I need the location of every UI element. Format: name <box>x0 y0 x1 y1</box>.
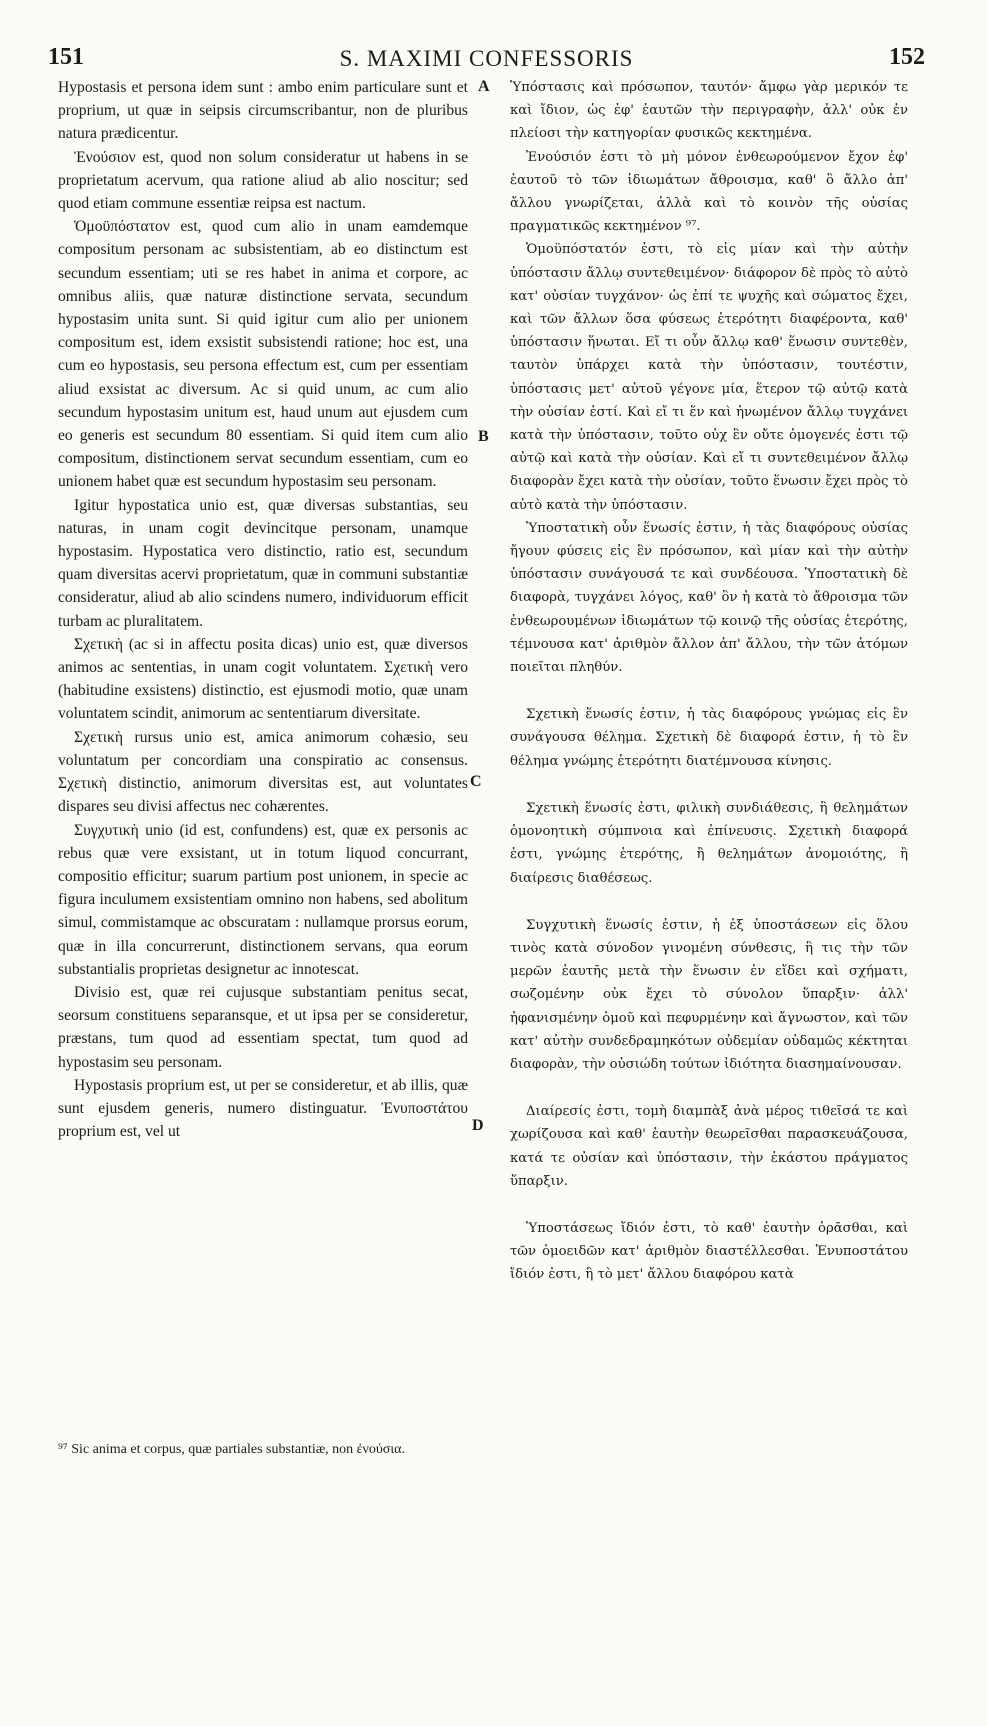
greek-paragraph: Διαίρεσίς ἐστι, τομὴ διαμπὰξ ἀνὰ μέρος τιθεῖσά τε καὶ χωρίζουσα καὶ καθ' ἑαυτὴν θεωρεῖσθαι παρασκευάζουσα, κατά τε οὐσίαν καὶ ὑπόστασιν, τὴν ἑκάστου πράγματος ὕπαρξιν. <box>510 1104 908 1189</box>
latin-paragraph: Hypostasis proprium est, ut per se consideretur, et ab illis, quæ sunt ejusdem generis, numero distinguatur. Ἐνυποστάτου proprium est, vel ut <box>58 1076 468 1141</box>
section-marker-c: C <box>470 773 482 790</box>
footnote: ⁹⁷ Sic anima et corpus, quæ partiales substantiæ, non ἐνούσια. <box>58 1442 405 1457</box>
greek-paragraph: Συγχυτικὴ ἕνωσίς ἐστιν, ἡ ἐξ ὑποστάσεων εἰς ὅλου τινὸς κατὰ σύνοδον γινομένη σύνθεσις, ἣ τις τὴν τῶν μερῶν ἑαυτῆς μετὰ τὴν ἕνωσιν ἐν εἴδει καὶ σχήματι, σωζομένην οὐκ ἔχει τὸ σύνολον ὕπαρξιν· ἀλλ' ἠφανισμένην ὁμοῦ καὶ πεφυρμένην καὶ ἄγνωστον, καὶ τῶν κατ' αὐτὴν συνδεδραμηκότων οὐδεμίαν οὐδαμῶς κέκτηται διαφορὰν, τὴν οὐσιώδη τούτων ἰδιότητα διασημαίνουσαν. <box>510 917 908 1072</box>
greek-paragraph: Ὑπόστασις καὶ πρόσωπον, ταυτόν· ἄμφω γὰρ μερικόν τε καὶ ἴδιον, ὡς ἐφ' ἑαυτῶν τὴν περιγραφὴν, ἀλλ' οὐκ ἐν πλείοσι τὴν κατηγορίαν φυσικῶς κεκτημένα. <box>510 80 908 142</box>
greek-paragraph: Ὑποστατικὴ οὖν ἕνωσίς ἐστιν, ἡ τὰς διαφόρους οὐσίας ἤγουν φύσεις εἰς ἓν πρόσωπον, καὶ μίαν καὶ τὴν αὐτὴν ὑπόστασιν συνάγουσά τε καὶ συνδέουσα. Ὑποστατικὴ δὲ διαφορὰ, τυγχάνει λόγος, καθ' ὃν ἡ κατὰ τὸ ἄθροισμα τῶν ἐνθεωρουμένων ἰδιωμάτων τῷ κοινῷ τῆς οὐσίας ἑτερότης, τέμνουσα κατ' ἀριθμὸν ἄλλον ἀπ' ἄλλου, τὴν τῶν ἀτόμων ποιεῖται πληθύν. <box>510 520 908 676</box>
paragraph-gap <box>510 1076 908 1100</box>
latin-paragraph: Hypostasis et persona idem sunt : ambo enim particulare sunt et proprium, ut quæ in seipsis circumscribantur, non de pluribus natura prædicentur. <box>58 79 468 143</box>
section-marker-b: B <box>478 428 489 445</box>
paragraph-gap <box>510 679 908 703</box>
page-number-right: 152 <box>889 44 925 70</box>
greek-paragraph: Ὑποστάσεως ἴδιόν ἐστι, τὸ καθ' ἑαυτὴν ὁρᾶσθαι, καὶ τῶν ὁμοειδῶν κατ' ἀριθμὸν διαστέλλεσθαι. Ἐνυποστάτου ἴδιόν ἐστι, ἢ τὸ μετ' ἄλλου διαφόρου κατὰ <box>510 1220 908 1283</box>
latin-paragraph: Σχετικὴ rursus unio est, amica animorum cohæsio, seu voluntatum per concordiam una conspiratio ac consensus. Σχετικὴ distinctio, animorum diversitas est, aut voluntates dispares seu divisi affectus nec cohærentes. <box>58 728 468 816</box>
greek-paragraph: Ἐνούσιόν ἐστι τὸ μὴ μόνον ἐνθεωρούμενον ἔχον ἐφ' ἑαυτοῦ τὸ τῶν ἰδιωμάτων ἄθροισμα, καθ' ὃ ἄλλο ἀπ' ἄλλου γνωρίζεται, ἀλλὰ καὶ τὸ κοινὸν τῆς οὐσίας πραγματικῶς κεκτημένον ⁹⁷. <box>510 149 908 235</box>
paragraph-gap <box>510 773 908 797</box>
greek-paragraph: Σχετικὴ ἕνωσίς ἐστι, φιλικὴ συνδιάθεσις, ἢ θελημάτων ὁμονοητικὴ σύμπνοια καὶ ἐπίνευσις. Σχετικὴ διαφορά ἐστι, γνώμης ἑτερότης, ἢ θελημάτων ἀνομοιότης, ἢ διαίρεσις διαθέσεως. <box>510 800 908 886</box>
section-marker-a: A <box>478 78 490 95</box>
latin-paragraph: Igitur hypostatica unio est, quæ diversas substantias, seu naturas, in unam cogit devincitque personam, unamque hypostasim. Hypostatica vero distinctio, ratio est, secundum quam diversitas acervi proprietatum, quæ in communi substantiæ consideratur, aliud ab alio scindens numero, individuorum efficit turbam ac pluralitatem. <box>58 496 468 630</box>
latin-paragraph: Ὁμοϋπόστατον est, quod cum alio in unam eamdemque compositum personam ac subsistentiam, ab eo distinctum est secundum essentiam; uti se res habet in anima et corpore, ac omnibus aliis, quæ naturæ distinctione servata, secundum hypostasim unita sunt. Si quid igitur cum alio per unionem compositum est, idem exsistit subsistendi ratione; hoc est, una cum eo hypostasis, seu persona effectum est, cum per essentiam aliud exsistat ac diversum. Ac si quid unum, ac cum alio secundum hypostasim unitum est, haud unum aut ejusdem cum eo generis est secundum 80 essentiam. Si quid item cum alio compositum, distinctionem servat secundum essentiam, cum eo unionem habet quæ est secundum hypostasim seu personam. <box>58 218 468 491</box>
paragraph-gap <box>510 890 908 914</box>
page-header <box>48 44 925 78</box>
latin-paragraph: Σχετικὴ (ac si in affectu posita dicas) unio est, quæ diversos animos ac sententias, in unam cogit voluntatem. Σχετικὴ vero (habitudine exsistens) distinctio, est ejusmodi motio, quæ unam voluntatem scindit, animorum ac sententiarum diversitate. <box>58 635 468 723</box>
greek-paragraph: Σχετικὴ ἕνωσίς ἐστιν, ἡ τὰς διαφόρους γνώμας εἰς ἓν συνάγουσα θέλημα. Σχετικὴ δὲ διαφορά ἐστιν, ἡ τὸ ἓν θέλημα γνώμης ἑτερότητι διατέμνουσα κίνησις. <box>510 707 908 769</box>
greek-column <box>510 76 908 1726</box>
latin-paragraph: Ἐνούσιον est, quod non solum consideratur ut habens in se proprietatum acervum, qua ratione aliud ab alio noscitur; sed quod etiam commune essentiæ reipsa est nactum. <box>58 148 468 213</box>
running-title: S. MAXIMI CONFESSORIS <box>339 46 634 71</box>
latin-column <box>58 76 468 1726</box>
section-marker-d: D <box>472 1117 484 1134</box>
greek-paragraph: Ὁμοϋπόστατόν ἐστι, τὸ εἰς μίαν καὶ τὴν αὐτὴν ὑπόστασιν ἄλλῳ συντεθειμένον· διάφορον δὲ πρὸς τὸ αὐτὸ κατ' οὐσίαν τυγχάνον· ὡς ἐπί τε ψυχῆς καὶ σώματος ἔχει, καὶ τῶν ἄλλων ὅσα φύσεως ἑτερότητι διαφέροντα, καθ' ὑπόστασιν ἥνωται. Εἴ τι οὖν ἄλλῳ καθ' ἕνωσιν συντεθὲν, ταυτὸν ὑπάρχει κατὰ τὴν ὑπόστασιν, τουτέστιν, ὑπόστασις μετ' αὐτοῦ γέγονε μία, ἕτερον τῷ αὐτῷ κατὰ τὴν οὐσίαν ἐστί. Καὶ εἴ τι ἕν καὶ ἡνωμένον ἄλλῳ τυγχάνει κατὰ τὴν ὑπόστασιν, τοῦτο οὐχ ἓν οὔτε ὁμογενές ἐστι τῷ αὐτῷ καὶ κατὰ τὴν οὐσίαν. Καὶ εἴ τι συντεθειμένον ἄλλῳ διαφορὰν ἔχει κατὰ τὴν οὐσίαν, τοῦτο ἕνωσιν ἔχει πρὸς τὸ αὐτὸ κατὰ τὴν ὑπόστασιν. <box>510 242 908 513</box>
page-number-left: 151 <box>48 44 84 70</box>
latin-paragraph: Συγχυτικὴ unio (id est, confundens) est, quæ ex personis ac rebus quæ vere exsistant, ut in totum liquod concurrant, compositio efficitur; suarum partium post unionem, in specie ac figura inculumem exsistentiam omnino non habens, sed abolitum simul, commistamque ac obscuratam : nullamque prorsus eorum, quæ in illa concurrerunt, distinctionem servans, qua eorum substantialis proprietas designetur ac innotescat. <box>58 821 468 978</box>
paragraph-gap <box>510 1193 908 1217</box>
latin-paragraph: Divisio est, quæ rei cujusque substantiam penitus secat, seorsum constituens separansque, et ut ipsa per se consideretur, præstans, tum quod ad essentiam spectat, tum quod ad hypostasim seu personam. <box>58 983 468 1071</box>
